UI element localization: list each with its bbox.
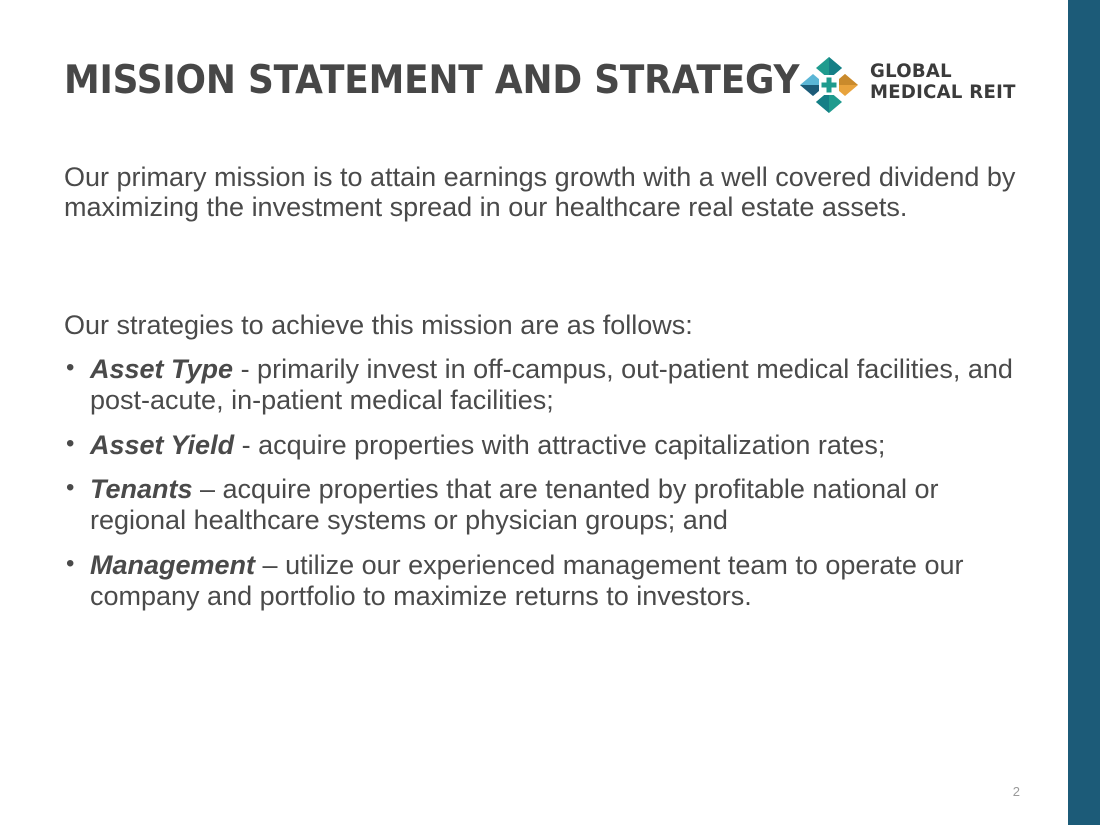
bullet-icon: •	[66, 549, 75, 577]
list-item-lead: Asset Type	[90, 354, 234, 384]
company-logo	[798, 55, 1016, 115]
page-title: MISSION STATEMENT AND STRATEGY	[64, 58, 800, 103]
logo-line-1: GLOBAL	[870, 60, 952, 82]
list-item	[64, 550, 1034, 612]
strategy-list	[64, 354, 1034, 625]
list-item-lead: Tenants	[90, 474, 193, 505]
list-item-text: – utilize our experienced management team to operate our company and portfolio to maximize returns to investors.	[90, 549, 964, 611]
logo-line-2: MEDICAL REIT	[870, 81, 1016, 104]
global-medical-reit-cross-icon	[798, 55, 860, 115]
list-item	[64, 354, 1034, 416]
bullet-icon: •	[66, 474, 75, 502]
accent-bar	[1068, 0, 1100, 825]
list-item-text: – acquire properties that are tenanted by profitable national or regional healthcare systems or physician groups; and	[90, 474, 939, 536]
list-item	[64, 474, 1034, 536]
list-item-lead: Asset Yield	[90, 429, 235, 460]
list-item-text: - acquire properties with attractive capitalization rates;	[234, 429, 886, 460]
list-item-lead: Management	[90, 549, 256, 580]
strategies-intro: Our strategies to achieve this mission are as follows:	[64, 310, 693, 340]
list-item	[64, 430, 1034, 461]
page-number: 2	[1012, 784, 1020, 799]
mission-paragraph: Our primary mission is to attain earnings growth with a well covered dividend by maximizing the investment spread in our healthcare real estate assets.	[64, 162, 1016, 223]
bullet-icon: •	[66, 354, 75, 381]
list-item-text: - primarily invest in off-campus, out-patient medical facilities, and post-acute, in-patient medical facilities;	[90, 354, 1013, 415]
bullet-icon: •	[66, 429, 75, 457]
logo-wordmark	[870, 61, 1023, 104]
